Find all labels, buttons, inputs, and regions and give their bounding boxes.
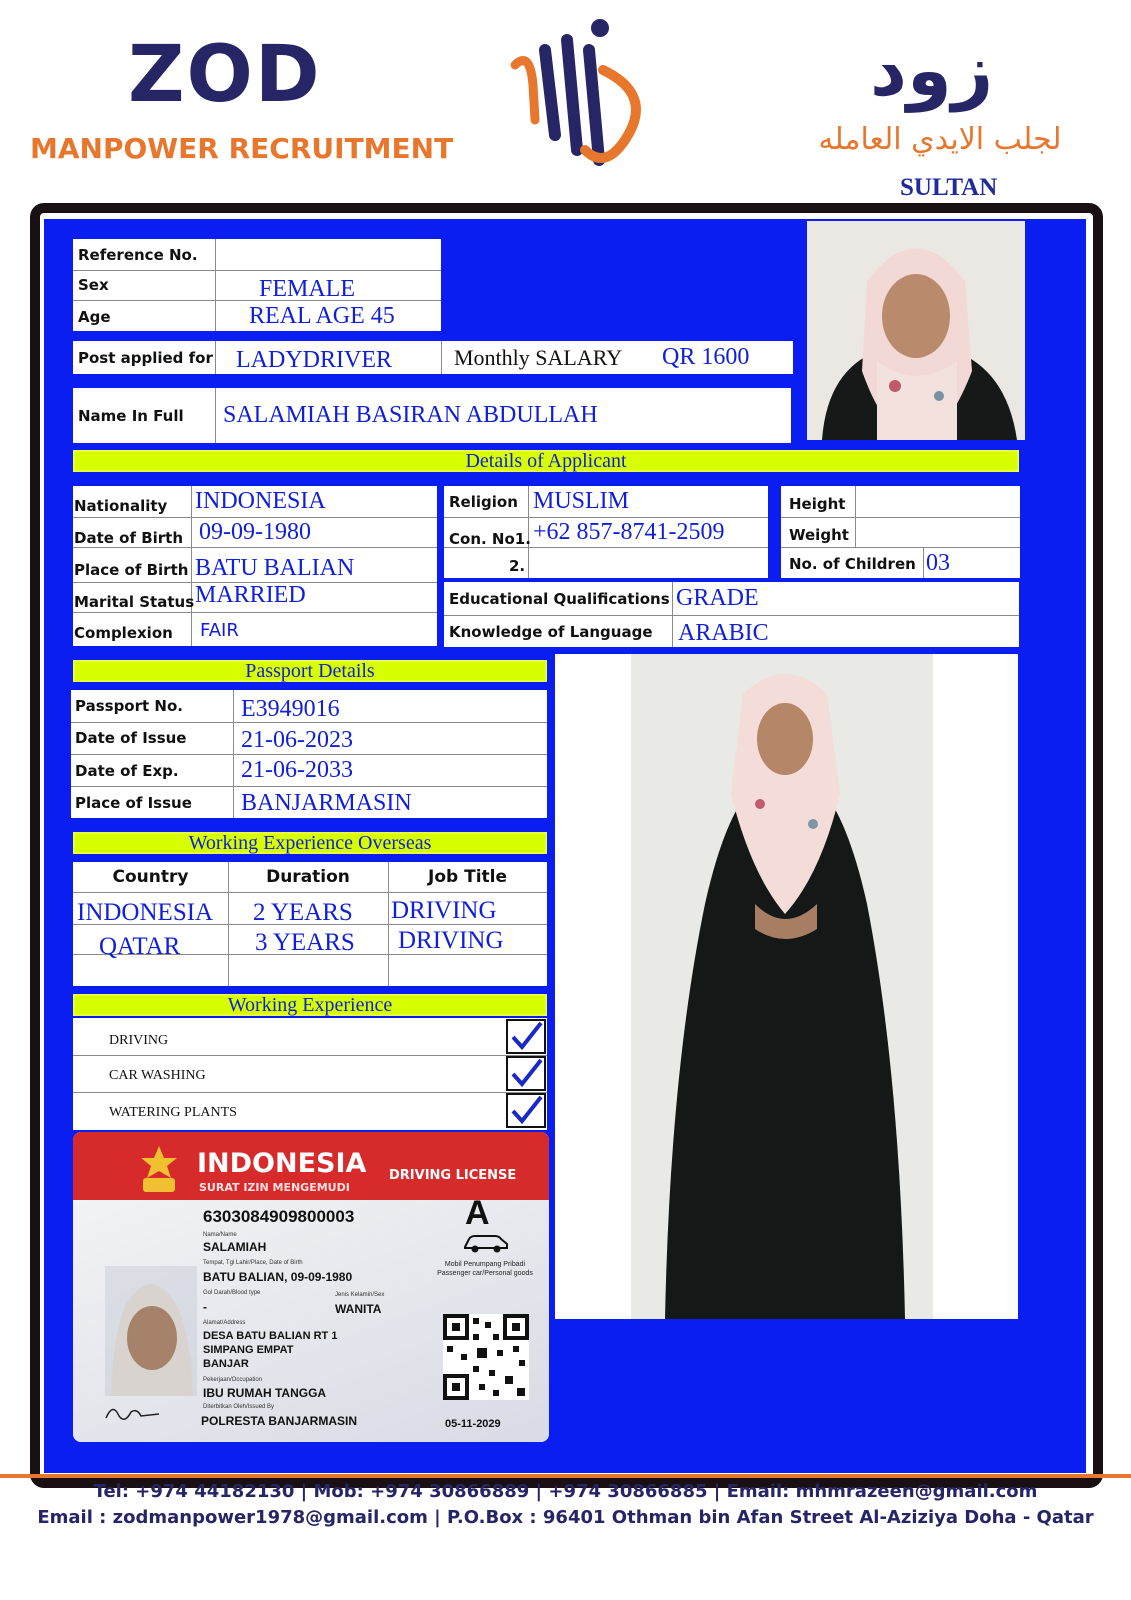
overseas-title-bar: Working Experience Overseas [73, 832, 547, 854]
marital-label: Marital Status [74, 592, 195, 611]
age-label: Age [78, 308, 111, 326]
education-label: Educational Qualifications [449, 589, 670, 608]
overseas-header-job: Job Title [428, 867, 507, 887]
contact1-label: Con. No1. [449, 529, 531, 548]
signature-icon [103, 1400, 163, 1424]
license-local-title: SURAT IZIN MENGEMUDI [199, 1181, 350, 1194]
brand-logo: ZOD [128, 30, 322, 120]
qr-code-icon [443, 1314, 529, 1400]
salary-label: Monthly SALARY [454, 344, 623, 370]
experience-checkbox-driving [506, 1019, 546, 1054]
license-sex: WANITA [335, 1302, 382, 1316]
license-number: 6303084909800003 [203, 1207, 355, 1226]
overseas-table [73, 862, 547, 986]
marital-value: MARRIED [195, 582, 306, 608]
salary-value: QR 1600 [662, 344, 750, 370]
license-expiry: 05-11-2029 [445, 1418, 501, 1430]
footer-rule [0, 1474, 1131, 1478]
portrait-photo [807, 221, 1025, 440]
top-info-table [73, 239, 441, 331]
arabic-brand: زود [870, 28, 994, 112]
passport-exp-label: Date of Exp. [75, 762, 179, 780]
license-sex-label: Jenis Kelamin/Sex [335, 1292, 385, 1298]
license-issued-by: POLRESTA BANJARMASIN [201, 1414, 358, 1428]
company-emblem-icon [505, 10, 665, 180]
pob-label: Place of Birth [74, 560, 189, 579]
education-value: GRADE [676, 585, 759, 611]
full-body-photo [555, 654, 1018, 1319]
overseas-row2-job: DRIVING [398, 927, 504, 954]
check-icon [508, 1095, 544, 1126]
overseas-row1-country: INDONESIA [77, 899, 214, 926]
passport-place-value: BANJARMASIN [241, 789, 412, 816]
police-emblem-icon [131, 1144, 187, 1196]
name-value: SALAMIAH BASIRAN ABDULLAH [223, 402, 598, 428]
footer-line-1: Tel: +974 44182130 | Mob: +974 30866889 | +974 30866885 | Email: mhmrazeen@gmail.com [93, 1481, 1038, 1502]
nationality-value: INDONESIA [195, 488, 326, 514]
license-name-label: Nama/Name [203, 1232, 237, 1238]
complexion-label: Complexion [74, 623, 173, 642]
license-name: SALAMIAH [203, 1240, 267, 1254]
details-right-table [781, 486, 1020, 578]
footer-line-2: Email : zodmanpower1978@gmail.com | P.O.Box : 96401 Othman bin Afan Street Al-Aziziya Doha - Qatar [37, 1507, 1094, 1528]
contact1-value: +62 857-8741-2509 [533, 519, 725, 545]
dob-value: 09-09-1980 [199, 519, 311, 545]
dob-label: Date of Birth [74, 528, 184, 547]
name-label: Name In Full [78, 406, 184, 425]
children-label: No. of Children [789, 554, 916, 573]
post-label: Post applied for [78, 348, 213, 367]
height-label: Height [789, 494, 846, 513]
license-occupation: IBU RUMAH TANGGA [203, 1386, 327, 1400]
children-value: 03 [926, 550, 950, 576]
license-vehicle: Mobil Penumpang Pribadi Passenger car/Personal goods [437, 1261, 533, 1277]
passport-exp-value: 21-06-2033 [241, 756, 353, 783]
overseas-row1-job: DRIVING [391, 897, 497, 924]
name-row [73, 388, 791, 443]
license-pob: BATU BALIAN, 09-09-1980 [203, 1270, 353, 1284]
experience-item-car-washing: CAR WASHING [109, 1067, 206, 1083]
license-address: DESA BATU BALIAN RT 1 SIMPANG EMPAT BANJAR [203, 1330, 338, 1370]
experience-checkbox-car-washing [506, 1056, 546, 1091]
license-address-label: Alamat/Address [203, 1320, 246, 1326]
passport-issue-value: 21-06-2023 [241, 726, 353, 753]
check-icon [508, 1021, 544, 1052]
passport-title-bar: Passport Details [73, 660, 547, 682]
license-photo [105, 1266, 197, 1396]
license-blood-label: Gol Darah/Blood type [203, 1290, 261, 1296]
license-country: INDONESIA [197, 1148, 367, 1179]
sex-value: FEMALE [259, 275, 355, 302]
details-left-table [73, 486, 437, 646]
license-pob-label: Tempat, Tgl Lahir/Place, Date of Birth [203, 1260, 303, 1266]
religion-label: Religion [449, 492, 518, 511]
religion-value: MUSLIM [533, 488, 630, 514]
overseas-header-country: Country [112, 867, 189, 887]
license-class: A [465, 1194, 490, 1232]
arabic-subtitle: لجلب الايدي العامله [818, 122, 1062, 157]
experience-item-watering-plants: WATERING PLANTS [109, 1104, 237, 1120]
passport-table [71, 690, 547, 818]
passport-place-label: Place of Issue [75, 794, 192, 812]
language-label: Knowledge of Language [449, 622, 653, 641]
experience-item-driving: DRIVING [109, 1032, 169, 1048]
license-issued-label: Diterbitkan Oleh/Issued By [203, 1404, 275, 1410]
age-value: REAL AGE 45 [249, 302, 395, 329]
license-kind: DRIVING LICENSE [389, 1168, 517, 1183]
post-salary-row [73, 341, 793, 374]
license-occupation-label: Pekerjaan/Occupation [203, 1377, 263, 1383]
passport-no-value: E3949016 [241, 695, 340, 722]
experience-checkbox-watering-plants [506, 1093, 546, 1128]
reference-label: Reference No. [78, 245, 198, 264]
passport-no-label: Passport No. [75, 697, 183, 715]
overseas-row2-duration: 3 YEARS [255, 929, 355, 956]
brand-subtitle: MANPOWER RECRUITMENT [30, 132, 454, 165]
details-middle-table [444, 486, 768, 578]
post-value: LADYDRIVER [236, 347, 392, 373]
details-title-bar: Details of Applicant [73, 450, 1019, 472]
overseas-row2-country: QATAR [99, 933, 181, 960]
overseas-row1-duration: 2 YEARS [253, 899, 353, 926]
contact2-label: 2. [509, 557, 526, 575]
passport-issue-label: Date of Issue [75, 729, 187, 747]
check-icon [508, 1058, 544, 1089]
pob-value: BATU BALIAN [195, 555, 355, 581]
nationality-label: Nationality [74, 496, 168, 515]
education-language-table [444, 582, 1019, 647]
license-blood: - [203, 1300, 207, 1314]
complexion-value: FAIR [200, 620, 239, 641]
sex-label: Sex [78, 276, 109, 294]
sultan-label: SULTAN [900, 174, 998, 201]
weight-label: Weight [789, 525, 849, 544]
overseas-header-duration: Duration [266, 867, 350, 887]
car-icon [461, 1232, 511, 1254]
driving-license-card [73, 1132, 549, 1442]
experience-title-bar: Working Experience [73, 994, 547, 1016]
experience-checklist [73, 1018, 547, 1130]
language-value: ARABIC [678, 620, 769, 646]
